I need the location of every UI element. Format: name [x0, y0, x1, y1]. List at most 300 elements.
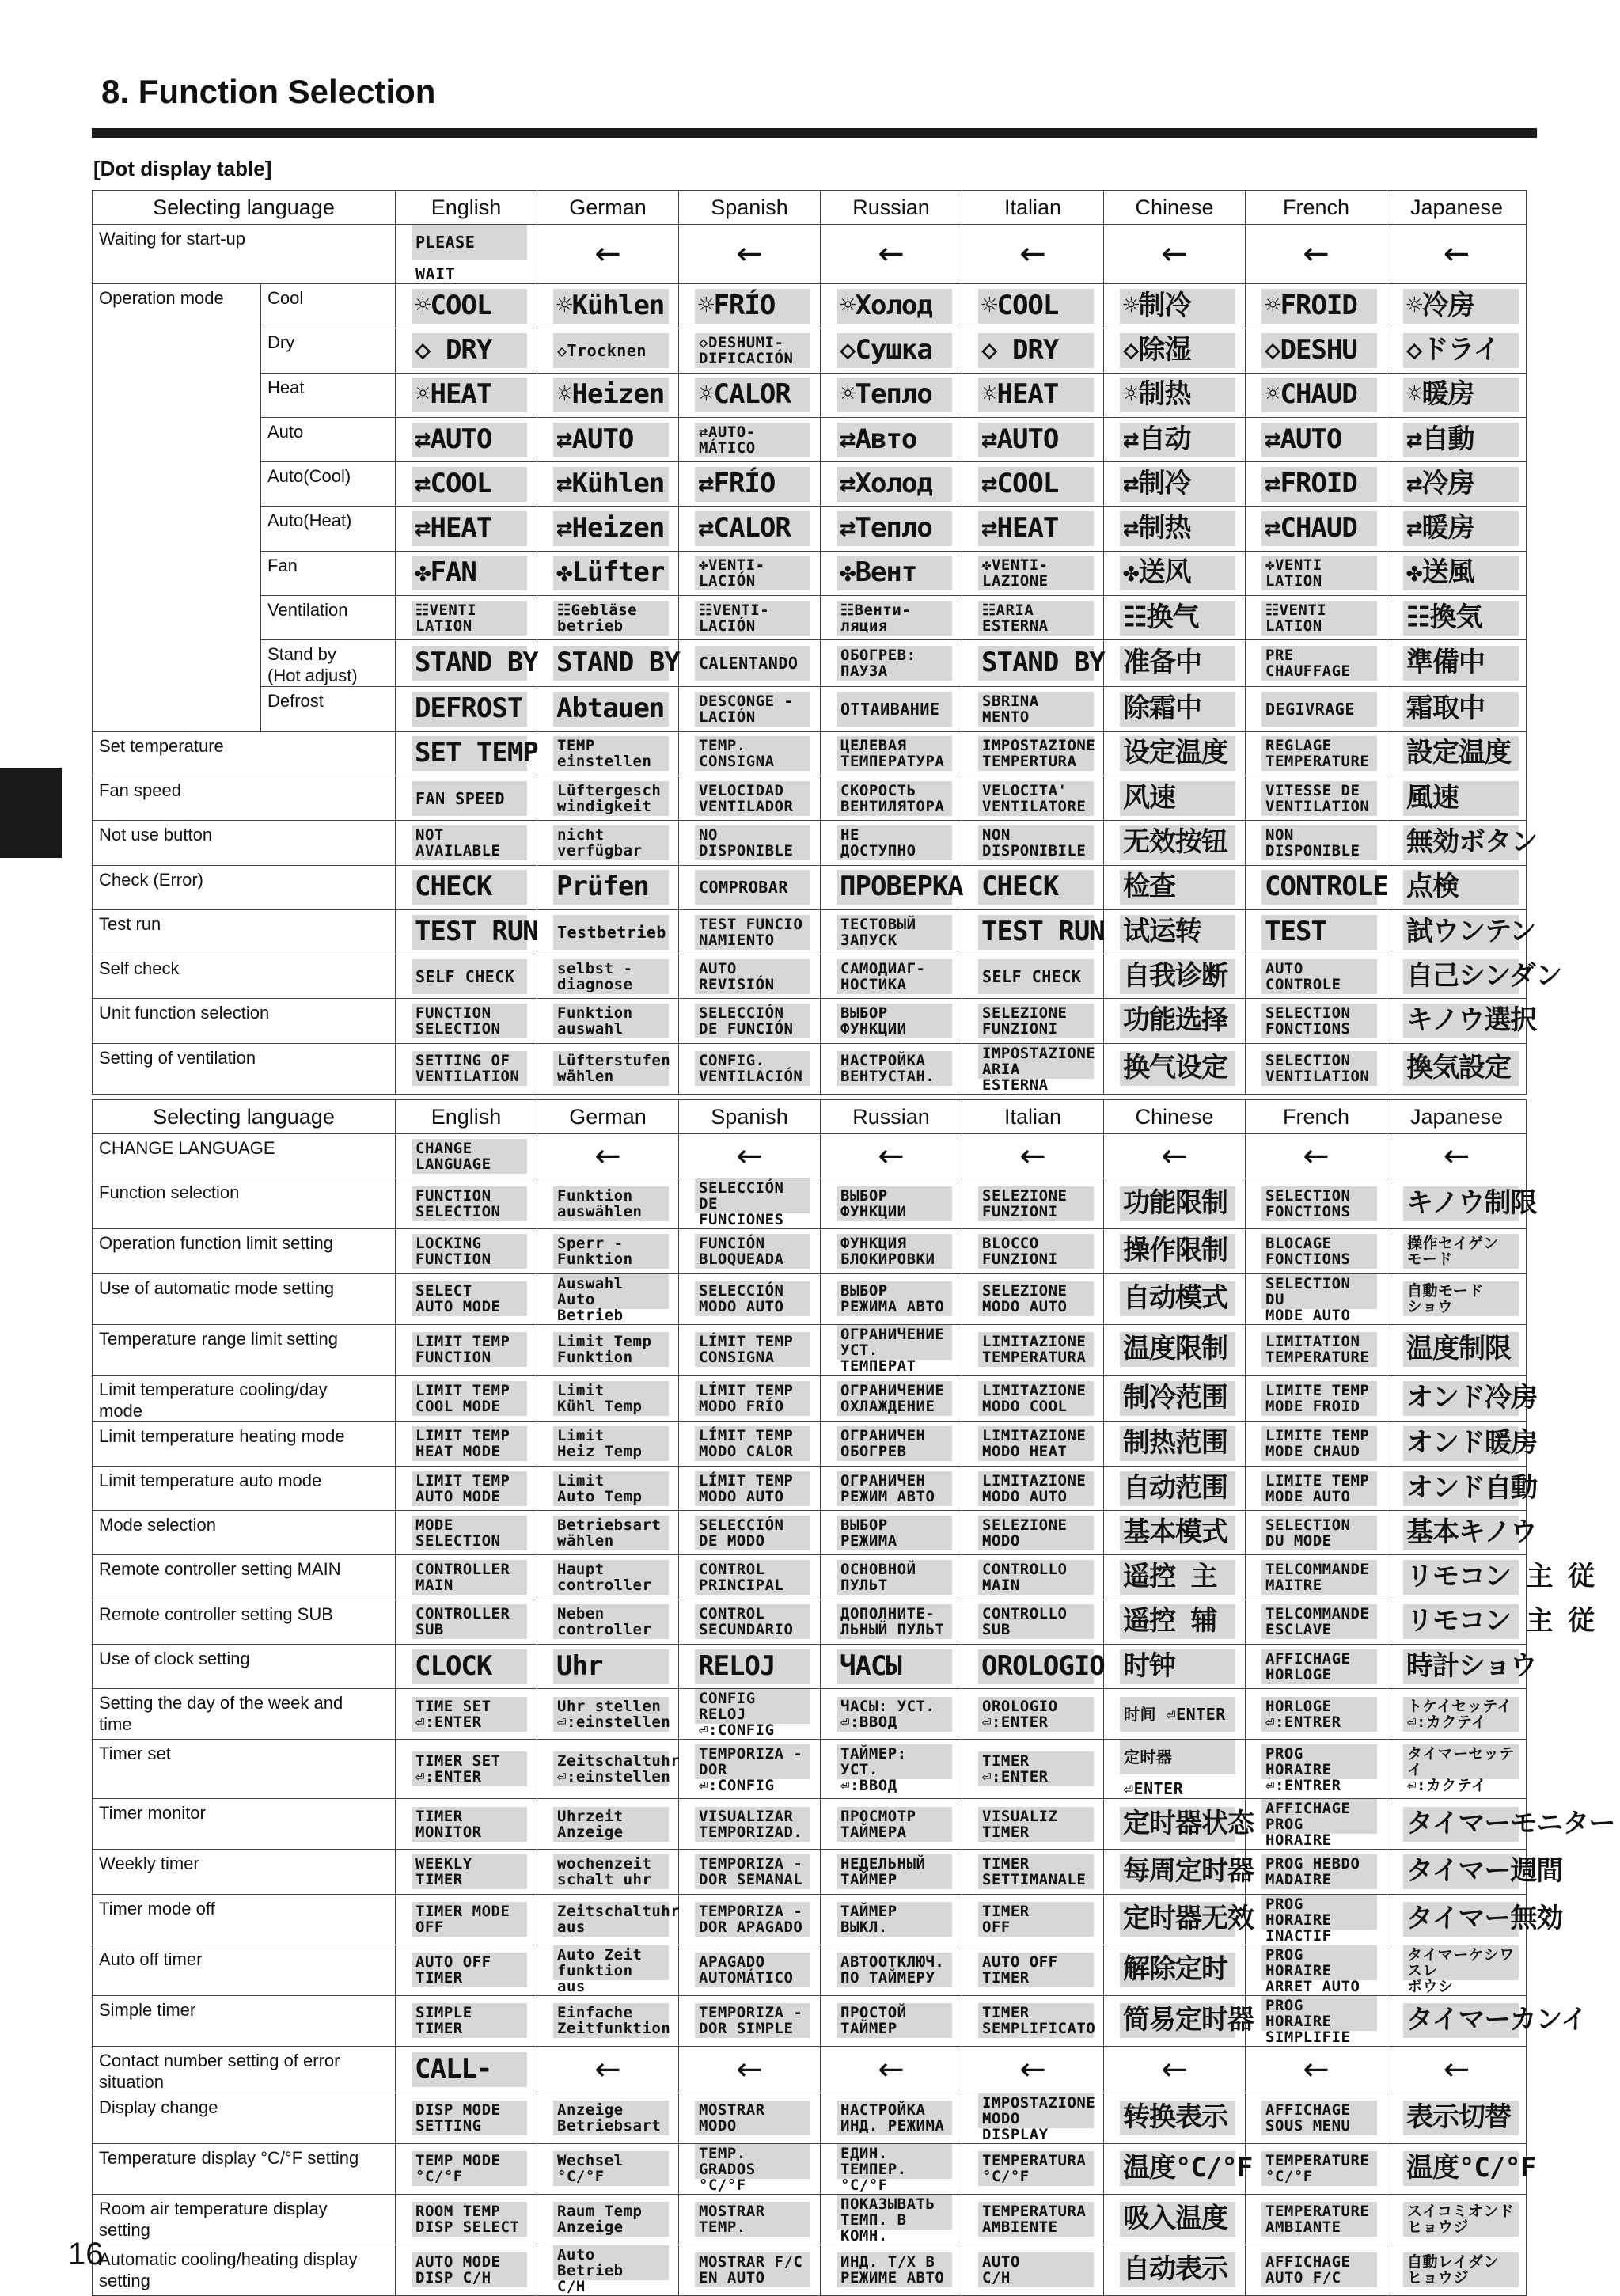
dot-display-cell: [821, 821, 962, 865]
dot-display-cell: [962, 1555, 1104, 1600]
dot-display-cell: [1387, 225, 1527, 284]
dot-display-cell: [679, 417, 821, 461]
dot-display-text: 温度°C/°F: [1403, 2151, 1519, 2186]
dot-display-text: IMPOSTAZIONE ARIA ESTERNA: [978, 1044, 1094, 1079]
dot-display-cell: [537, 1799, 679, 1850]
dot-display-text: ⇄Heizen: [553, 511, 669, 546]
table-row: [93, 1273, 1527, 1324]
section-subtitle: [Dot display table]: [93, 157, 272, 180]
table-row: [93, 1945, 1527, 1995]
dot-display-cell: [1104, 640, 1246, 687]
dot-display-cell: [1104, 1134, 1246, 1178]
dot-display-cell: [821, 2143, 962, 2194]
dot-display-cell: [1104, 1466, 1246, 1510]
dot-display-cell: [537, 1229, 679, 1273]
dot-display-cell: [679, 2143, 821, 2194]
dot-display-text: ⇄AUTO: [978, 423, 1094, 457]
dot-display-text: リモコン 主 従: [1403, 1560, 1519, 1595]
dot-display-cell: [396, 640, 537, 687]
dot-display-cell: [962, 1134, 1104, 1178]
dot-display-text: AUTO OFF TIMER: [978, 1953, 1094, 1987]
dot-display-text: ПРОВЕРКА: [837, 870, 952, 905]
dot-display-text: APAGADO AUTOMÁTICO: [695, 1953, 810, 1987]
dot-display-cell: [962, 821, 1104, 865]
dot-display-cell: [1104, 1229, 1246, 1273]
dot-display-cell: [1387, 2046, 1527, 2093]
row-label: Limit temperature cooling/day mode: [93, 1375, 396, 1421]
dot-display-text: 解除定时: [1120, 1953, 1235, 1987]
dot-display-cell: [396, 1894, 537, 1945]
dot-display-cell: [1246, 284, 1387, 328]
dot-display-text: STAND BY: [978, 646, 1094, 681]
dot-display-cell: [1387, 1645, 1537, 1689]
language-header: Italian: [962, 1100, 1104, 1134]
same-as-english-arrow: ←: [878, 236, 905, 272]
dot-display-cell: [1387, 1273, 1527, 1324]
dot-display-cell: [396, 1375, 537, 1421]
dot-display-text: 準備中: [1403, 646, 1519, 681]
language-header: Chinese: [1104, 1100, 1246, 1134]
table-row: [93, 1134, 1527, 1178]
dot-display-text: SELEZIONE FUNZIONI: [978, 1186, 1094, 1221]
dot-display-text: 時計ショウ: [1403, 1649, 1519, 1684]
dot-display-cell: [679, 284, 821, 328]
dot-display-cell: [962, 1995, 1104, 2046]
dot-display-text: TEMPERATURE AMBIANTE: [1261, 2202, 1377, 2237]
table-row: [93, 551, 1527, 595]
dot-display-text: タイマーカンイ: [1403, 2003, 1519, 2038]
dot-display-text: ☼暖房: [1403, 378, 1519, 412]
dot-display-text: 转换表示: [1120, 2101, 1235, 2135]
dot-display-text: CONTROLLER MAIN: [412, 1560, 527, 1595]
dot-display-cell: [821, 1600, 962, 1644]
dot-display-text: ОГРАНИЧЕН ОБОГРЕВ: [837, 1426, 952, 1461]
row-label: Mode selection: [93, 1511, 396, 1555]
dot-display-text: CONFIG RELOJ ⏎:CONFIG: [695, 1689, 810, 1724]
dot-display-cell: [396, 776, 537, 820]
dot-display-text: 自动模式: [1120, 1281, 1235, 1316]
dot-display-cell: [1104, 1689, 1246, 1740]
same-as-english-arrow: ←: [736, 2051, 763, 2088]
dot-display-text: TEMPORIZA - DOR SIMPLE: [695, 2003, 810, 2038]
table-row: [93, 821, 1527, 865]
dot-display-text: MOSTRAR MODO: [695, 2101, 810, 2135]
dot-display-text: スイコミオンド ヒョウジ: [1403, 2202, 1519, 2237]
dot-display-text: Lüftergesch windigkeit: [553, 781, 669, 816]
dot-display-text: ⇄暖房: [1403, 511, 1519, 546]
dot-display-cell: [1387, 821, 1537, 865]
dot-display-text: TEMPERATURE °C/°F: [1261, 2151, 1377, 2186]
dot-display-cell: [962, 1894, 1104, 1945]
dot-display-cell: [1246, 1894, 1387, 1945]
row-label: Room air temperature display setting: [93, 2194, 396, 2245]
dot-display-cell: [679, 2194, 821, 2245]
row-label: Check (Error): [93, 865, 396, 909]
dot-display-cell: [821, 640, 962, 687]
dot-display-text: PROG HORAIRE INACTIF: [1261, 1895, 1377, 1930]
dot-display-cell: [1104, 1894, 1254, 1945]
dot-display-cell: [537, 2046, 679, 2093]
dot-display-text: TEMP. CONSIGNA: [695, 736, 810, 771]
dot-display-cell: [1104, 417, 1246, 461]
row-label: Limit temperature auto mode: [93, 1466, 396, 1510]
same-as-english-arrow: ←: [1161, 236, 1188, 272]
dot-display-cell: [1387, 1511, 1537, 1555]
dot-display-cell: [1387, 687, 1527, 731]
dot-display-text: ОТТАИВАНИЕ: [837, 692, 952, 727]
row-label: Timer monitor: [93, 1799, 396, 1850]
dot-display-cell: [537, 1945, 679, 1995]
dot-display-cell: [1246, 373, 1387, 417]
row-label: Operation mode: [93, 284, 261, 732]
dot-display-cell: [962, 1043, 1104, 1094]
dot-display-text: CHECK: [978, 870, 1094, 905]
dot-display-cell: [1104, 1945, 1246, 1995]
dot-display-cell: [537, 2245, 679, 2295]
dot-display-cell: [679, 1850, 821, 1894]
dot-display-cell: [1104, 1555, 1246, 1600]
dot-display-text: ◇DESHU: [1261, 333, 1377, 368]
dot-display-cell: [1387, 284, 1527, 328]
dot-display-cell: [1104, 1850, 1254, 1894]
dot-display-cell: [537, 1043, 679, 1094]
dot-display-cell: [537, 1178, 679, 1229]
dot-display-cell: [537, 687, 679, 731]
dot-display-text: 温度制限: [1403, 1332, 1519, 1367]
dot-display-cell: [396, 1178, 537, 1229]
dot-display-text: 设定温度: [1120, 736, 1235, 771]
dot-display-cell: [1104, 1511, 1246, 1555]
dot-display-cell: [679, 2245, 821, 2295]
dot-display-cell: [821, 328, 962, 373]
language-header: French: [1246, 1100, 1387, 1134]
dot-display-text: タイマーセッテイ ⏎:カクテイ: [1403, 1744, 1519, 1779]
dot-display-cell: [821, 1645, 962, 1689]
dot-display-cell: [679, 865, 821, 909]
dot-display-text: nicht verfügbar: [553, 825, 669, 860]
dot-display-cell: [537, 821, 679, 865]
dot-display-text: CONTROLLER SUB: [412, 1604, 527, 1639]
same-as-english-arrow: ←: [1443, 236, 1470, 272]
dot-display-cell: [396, 417, 537, 461]
table-row: [93, 596, 1527, 640]
dot-display-cell: [1246, 1178, 1387, 1229]
dot-display-cell: [679, 1799, 821, 1850]
table-row: [93, 1043, 1527, 1094]
dot-display-cell: [1104, 462, 1246, 507]
dot-display-cell: [1104, 596, 1246, 640]
page-number: 16: [68, 2237, 104, 2271]
dot-display-text: 無効ボタン: [1403, 825, 1519, 860]
dot-display-text: ✤VENTI- LACIÓN: [695, 556, 810, 590]
dot-display-text: 准备中: [1120, 646, 1235, 681]
chapter-tab-marker: [0, 768, 62, 858]
dot-display-text: 定时器 ⏎ENTER: [1120, 1740, 1235, 1774]
dot-display-cell: [1246, 2093, 1387, 2143]
dot-display-cell: [396, 1511, 537, 1555]
table-row: [93, 640, 1527, 687]
dot-display-text: NON DISPONIBLE: [1261, 825, 1377, 860]
dot-display-cell: [962, 551, 1104, 595]
dot-display-cell: [1104, 687, 1246, 731]
dot-display-text: REGLAGE TEMPERATURE: [1261, 736, 1377, 771]
dot-display-cell: [1387, 640, 1527, 687]
dot-display-text: CONTROL SECUNDARIO: [695, 1604, 810, 1639]
table-row: [93, 1740, 1527, 1799]
dot-display-text: AFFICHAGE PROG HORAIRE: [1261, 1799, 1377, 1834]
dot-display-cell: [679, 507, 821, 551]
dot-display-cell: [1246, 596, 1387, 640]
dot-display-cell: [1246, 909, 1387, 954]
dot-display-text: SELECTION FONCTIONS: [1261, 1186, 1377, 1221]
dot-display-text: ⇄Тепло: [837, 511, 952, 546]
dot-display-text: Wechsel °C/°F: [553, 2151, 669, 2186]
dot-display-cell: [679, 2093, 821, 2143]
language-header: Spanish: [679, 191, 821, 225]
dot-display-cell: [821, 731, 962, 776]
dot-display-text: BLOCCO FUNZIONI: [978, 1234, 1094, 1269]
dot-display-cell: [1246, 1600, 1387, 1644]
table-row: [93, 1511, 1527, 1555]
row-label: Cool: [261, 284, 396, 328]
dot-display-text: オンド自動: [1403, 1471, 1519, 1506]
table-row: [93, 507, 1527, 551]
dot-display-cell: [679, 999, 821, 1043]
dot-display-cell: [537, 2194, 679, 2245]
dot-display-cell: [537, 954, 679, 999]
dot-display-text: ПРОСМОТР ТАЙМЕРА: [837, 1807, 952, 1842]
dot-display-cell: [962, 954, 1104, 999]
row-label: Temperature range limit setting: [93, 1324, 396, 1375]
dot-display-text: selbst - diagnose: [553, 959, 669, 994]
table-row: [93, 909, 1527, 954]
dot-display-text: TIMER MONITOR: [412, 1807, 527, 1842]
row-label: Unit function selection: [93, 999, 396, 1043]
dot-display-cell: [537, 1134, 679, 1178]
dot-display-text: SELECTION DU MODE AUTO: [1261, 1274, 1377, 1309]
dot-display-text: ☼Kühlen: [553, 289, 669, 324]
dot-display-text: SELECTION DU MODE: [1261, 1516, 1377, 1550]
language-header: German: [537, 191, 679, 225]
dot-display-cell: [962, 1799, 1104, 1850]
table-row: [93, 225, 1527, 284]
dot-display-cell: [396, 2093, 537, 2143]
dot-display-cell: [1387, 1324, 1527, 1375]
dot-display-cell: [396, 2143, 537, 2194]
dot-display-text: ☼COOL: [978, 289, 1094, 324]
dot-display-cell: [537, 417, 679, 461]
dot-display-text: ⇄AUTO: [412, 423, 527, 457]
dot-display-text: ◇ DRY: [978, 333, 1094, 368]
dot-display-cell: [1246, 865, 1387, 909]
dot-display-cell: [821, 954, 962, 999]
dot-display-text: IMPOSTAZIONE MODO DISPLAY: [978, 2093, 1094, 2128]
table-row: [93, 1689, 1527, 1740]
dot-display-text: 自动表示: [1120, 2252, 1235, 2287]
dot-display-text: RELOJ: [695, 1649, 810, 1684]
dot-display-text: Limit Auto Temp: [553, 1471, 669, 1506]
dot-display-text: 試ウンテン: [1403, 915, 1519, 950]
dot-display-text: タイマー週間: [1403, 1854, 1519, 1889]
dot-display-cell: [962, 417, 1104, 461]
dot-display-cell: [396, 1466, 537, 1510]
language-header: Japanese: [1387, 1100, 1527, 1134]
dot-display-cell: [1387, 2093, 1527, 2143]
row-label: Timer set: [93, 1740, 396, 1799]
dot-display-text: CONTROL PRINCIPAL: [695, 1560, 810, 1595]
table-row: [93, 462, 1527, 507]
dot-display-text: Haupt controller: [553, 1560, 669, 1595]
dot-display-text: ⇄自動: [1403, 423, 1519, 457]
dot-display-cell: [1104, 1043, 1246, 1094]
dot-display-cell: [821, 1375, 962, 1421]
dot-display-cell: [1246, 776, 1387, 820]
table-row: [93, 373, 1527, 417]
dot-display-text: OROLOGIO: [978, 1649, 1094, 1684]
dot-display-text: 設定温度: [1403, 736, 1519, 771]
dot-display-cell: [679, 1134, 821, 1178]
dot-display-text: ☼制热: [1120, 378, 1235, 412]
dot-display-text: НАСТРОЙКА ВЕНТУСТАН.: [837, 1051, 952, 1086]
dot-display-cell: [962, 2194, 1104, 2245]
row-label: Auto: [261, 417, 396, 461]
dot-display-cell: [821, 1799, 962, 1850]
dot-display-text: SELECTION VENTILATION: [1261, 1051, 1377, 1086]
dot-display-cell: [821, 1134, 962, 1178]
dot-display-cell: [679, 1945, 821, 1995]
dot-display-text: TELCOMMANDE MAITRE: [1261, 1560, 1377, 1595]
dot-display-text: САМОДИАГ- НОСТИКА: [837, 959, 952, 994]
dot-display-cell: [396, 1600, 537, 1644]
dot-display-cell: [537, 2143, 679, 2194]
dot-display-cell: [537, 328, 679, 373]
dot-display-cell: [396, 373, 537, 417]
dot-display-text: SIMPLE TIMER: [412, 2003, 527, 2038]
dot-display-text: НЕДЕЛЬНЫЙ ТАЙМЕР: [837, 1854, 952, 1889]
table-row: [93, 1555, 1527, 1600]
row-label: Setting of ventilation: [93, 1043, 396, 1094]
dot-display-cell: [537, 1555, 679, 1600]
dot-display-text: LIMITATION TEMPERATURE: [1261, 1332, 1377, 1367]
dot-display-text: НЕ ДОСТУПНО: [837, 825, 952, 860]
row-label: Stand by (Hot adjust): [261, 640, 396, 687]
dot-display-cell: [396, 954, 537, 999]
dot-display-text: ⇄自动: [1120, 423, 1235, 457]
dot-display-cell: [821, 2093, 962, 2143]
dot-display-text: ⇄Холод: [837, 467, 952, 502]
dot-display-text: 试运转: [1120, 915, 1235, 950]
dot-display-text: HORLOGE ⏎:ENTRER: [1261, 1697, 1377, 1732]
table-row: [93, 1375, 1527, 1421]
dot-display-text: 基本模式: [1120, 1516, 1235, 1550]
dot-display-cell: [396, 2194, 537, 2245]
dot-display-table-1: [92, 190, 1562, 1095]
dot-display-cell: [1387, 1995, 1587, 2046]
dot-display-text: SELECTION FONCTIONS: [1261, 1004, 1377, 1038]
dot-display-text: LIMITE TEMP MODE FROID: [1261, 1381, 1377, 1416]
dot-display-cell: [1246, 1273, 1387, 1324]
dot-display-text: VISUALIZ TIMER: [978, 1807, 1094, 1842]
dot-display-cell: [396, 1945, 537, 1995]
dot-display-cell: [1246, 1511, 1387, 1555]
dot-display-cell: [1387, 1945, 1527, 1995]
dot-display-cell: [962, 687, 1104, 731]
table-row: [93, 2143, 1527, 2194]
same-as-english-arrow: ←: [1019, 1137, 1046, 1175]
dot-display-text: 自我诊断: [1120, 959, 1235, 994]
dot-display-cell: [1387, 1600, 1594, 1644]
dot-display-cell: [396, 596, 537, 640]
dot-display-cell: [962, 1375, 1104, 1421]
dot-display-text: ☷ARIA ESTERNA: [978, 601, 1094, 636]
dot-display-text: ⇄AUTO- MÁTICO: [695, 423, 810, 457]
dot-display-cell: [396, 1134, 537, 1178]
dot-display-cell: [962, 1178, 1104, 1229]
dot-display-cell: [679, 225, 821, 284]
dot-display-cell: [1104, 1799, 1254, 1850]
dot-display-cell: [821, 1850, 962, 1894]
dot-display-text: ИНД. Т/Х В РЕЖИМЕ АВТО: [837, 2252, 952, 2287]
dot-display-text: ☼HEAT: [412, 378, 527, 412]
dot-display-cell: [1246, 1466, 1387, 1510]
dot-display-text: ☷Венти- ляция: [837, 601, 952, 636]
same-as-english-arrow: ←: [1161, 2051, 1188, 2088]
dot-display-cell: [679, 687, 821, 731]
dot-display-text: CONTROLE: [1261, 870, 1377, 905]
dot-display-cell: [821, 1229, 962, 1273]
dot-display-cell: [1104, 225, 1246, 284]
dot-display-text: AFFICHAGE HORLOGE: [1261, 1649, 1377, 1684]
dot-display-cell: [962, 640, 1104, 687]
dot-display-text: TEST FUNCIO NAMIENTO: [695, 915, 810, 950]
dot-display-cell: [1104, 551, 1246, 595]
dot-display-text: TEST: [1261, 915, 1377, 950]
dot-display-cell: [962, 1324, 1104, 1375]
dot-display-cell: [396, 1740, 537, 1799]
dot-display-cell: [679, 1995, 821, 2046]
dot-display-cell: [679, 1894, 821, 1945]
dot-display-cell: [1246, 1945, 1387, 1995]
same-as-english-arrow: ←: [1019, 2051, 1046, 2088]
dot-display-cell: [1246, 1740, 1387, 1799]
dot-display-cell: [1104, 2046, 1246, 2093]
dot-display-text: タイマー無効: [1403, 1902, 1519, 1937]
dot-display-text: ROOM TEMP DISP SELECT: [412, 2202, 527, 2237]
dot-display-text: 每周定时器: [1120, 1854, 1235, 1889]
dot-display-text: Uhrzeit Anzeige: [553, 1807, 669, 1842]
row-label: Waiting for start-up: [93, 225, 396, 284]
dot-display-text: ✤Вент: [837, 556, 952, 590]
dot-display-cell: [1246, 551, 1387, 595]
dot-display-text: 时间 ⏎ENTER: [1120, 1697, 1235, 1732]
dot-display-text: TEMPORIZA - DOR ⏎:CONFIG: [695, 1744, 810, 1779]
dot-display-text: ⇄AUTO: [1261, 423, 1377, 457]
dot-display-cell: [396, 1421, 537, 1466]
dot-display-text: Testbetrieb: [553, 915, 669, 950]
dot-display-cell: [1387, 373, 1527, 417]
dot-display-text: LÍMIT TEMP CONSIGNA: [695, 1332, 810, 1367]
dot-display-cell: [396, 1324, 537, 1375]
dot-display-cell: [1104, 1421, 1246, 1466]
dot-display-text: 风速: [1120, 781, 1235, 816]
dot-display-text: Einfache Zeitfunktion: [553, 2003, 669, 2038]
table-row: [93, 417, 1527, 461]
dot-display-text: PLEASE WAIT: [412, 225, 527, 260]
dot-display-text: NO DISPONIBLE: [695, 825, 810, 860]
dot-display-text: LIMITAZIONE TEMPERATURA: [978, 1332, 1094, 1367]
dot-display-cell: [679, 373, 821, 417]
dot-display-cell: [396, 551, 537, 595]
